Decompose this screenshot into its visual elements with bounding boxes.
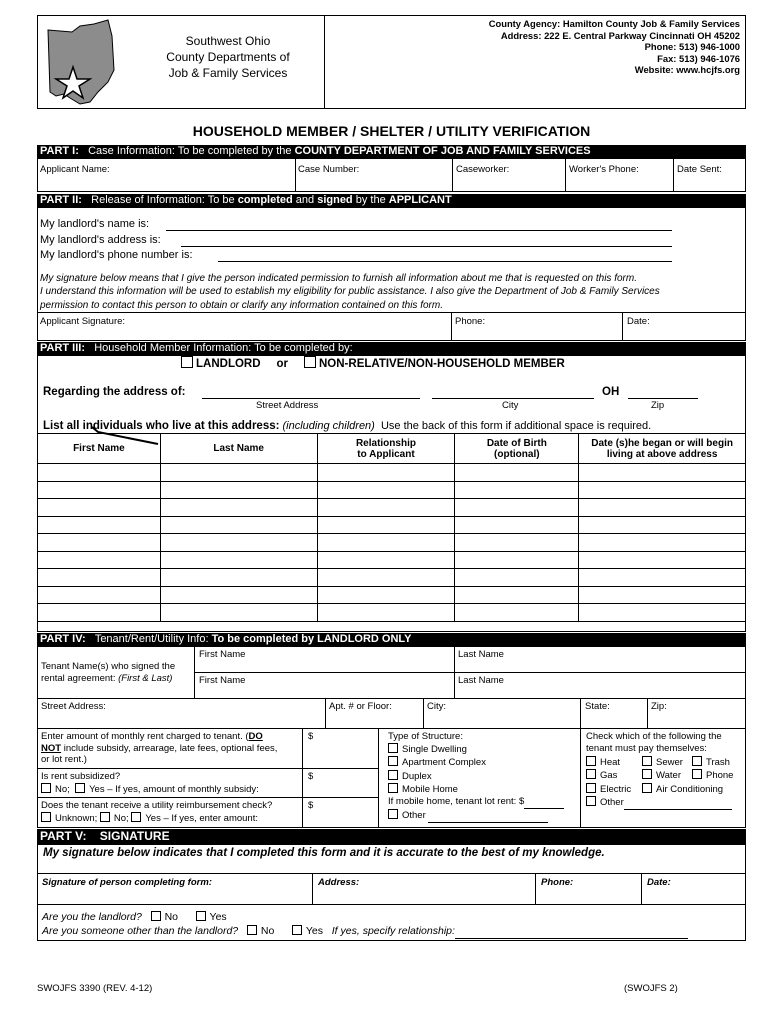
utility-other-checkbox[interactable] [586,796,596,806]
date-sent-field[interactable]: Date Sent: [677,164,722,175]
tenant-apt-field[interactable]: Apt. # or Floor: [329,701,392,712]
part4-bar: PART IV: Tenant/Rent/Utility Info: To be completed by LANDLORD ONLY [37,633,746,646]
trash-checkbox[interactable] [692,756,702,766]
relationship-line[interactable] [455,924,688,939]
part3-bar: PART III: Household Member Information: To be completed by: [37,342,746,355]
tenant-names-label: Tenant Name(s) who signed the rental agreement: (First & Last) [41,661,176,684]
apartment-complex-checkbox[interactable] [388,756,398,766]
ohio-star-logo [46,18,116,106]
tenant1-first-name[interactable]: First Name [199,649,246,660]
table-row [38,569,746,587]
form-code: (SWOJFS 2) [624,983,678,994]
structure-other-checkbox[interactable] [388,809,398,819]
is-landlord-no-checkbox[interactable] [151,911,161,921]
part2-bar: PART II: Release of Information: To be completed and signed by the APPLICANT [37,194,746,207]
landlord-phone-label: My landlord's phone number is: [40,249,193,261]
reimb-dollar[interactable]: $ [308,800,314,811]
col-relationship: Relationship to Applicant [317,434,455,464]
landlord-name-label: My landlord's name is: [40,218,150,230]
subsidized-yes-checkbox[interactable] [75,783,85,793]
sewer-checkbox[interactable] [642,756,652,766]
part1-fields [37,158,746,192]
non-relative-checkbox[interactable] [304,356,316,368]
landlord-questions: Are you the landlord? No Yes Are you someone other than the landlord? No Yes If yes, specify relationship: [42,910,688,939]
state-oh: OH [602,386,620,398]
table-row [38,481,746,499]
part5-bar: PART V: SIGNATURE [37,829,746,844]
table-row [38,551,746,569]
reimb-no-checkbox[interactable] [100,812,110,822]
lot-rent-line[interactable] [524,796,564,809]
completer-address-field[interactable]: Address: [318,877,360,888]
monthly-rent-label: Enter amount of monthly rent charged to tenant. (DO NOT include subsidy, arrearage, late fees, optional fees, or lot rent.) [41,731,278,765]
applicant-phone-field[interactable]: Phone: [455,316,486,327]
completer-signature-field[interactable]: Signature of person completing form: [42,877,212,888]
landlord-address-label: My landlord's address is: [40,234,161,246]
org-name: Southwest Ohio County Departments of Job & Family Services [166,34,290,80]
is-other-yes-checkbox[interactable] [292,925,302,935]
city-caption: City [502,400,519,411]
tenant2-last-name[interactable]: Last Name [458,675,504,686]
zip-caption: Zip [651,400,665,411]
mobile-home-checkbox[interactable] [388,783,398,793]
utilities-section: Check which of the following the tenant must pay themselves: Heat Sewer Trash Gas Water Phone Electric Air Conditioning Other [586,731,733,810]
reimb-yes-checkbox[interactable] [131,812,141,822]
header-box [37,15,746,109]
table-row [38,604,746,622]
is-other-no-checkbox[interactable] [247,925,257,935]
applicant-date-field[interactable]: Date: [627,316,650,327]
worker-phone-field[interactable]: Worker's Phone: [569,164,639,175]
landlord-name-line[interactable] [166,218,672,231]
case-number-field[interactable]: Case Number: [298,164,360,175]
tenant2-first-name[interactable]: First Name [199,675,246,686]
landlord-phone-line[interactable] [218,249,672,262]
zip-line[interactable] [628,386,698,399]
col-first-name: First Name [38,434,161,464]
completer-phone-field[interactable]: Phone: [541,877,574,888]
street-address-line[interactable] [202,386,420,399]
form-id: SWOJFS 3390 (REV. 4-12) [37,983,153,994]
gas-checkbox[interactable] [586,769,596,779]
table-row [38,586,746,604]
is-landlord-yes-checkbox[interactable] [196,911,206,921]
table-row [38,499,746,517]
single-dwelling-checkbox[interactable] [388,743,398,753]
structure-type: Type of Structure: Single Dwelling Apartment Complex Duplex Mobile Home If mobile home, tenant lot rent: $ Other [388,731,564,823]
form-title: HOUSEHOLD MEMBER / SHELTER / UTILITY VERIFICATION [192,123,591,139]
table-row [38,516,746,534]
applicant-name-field[interactable]: Applicant Name: [40,164,110,175]
completer-date-field[interactable]: Date: [647,877,671,888]
household-members-table [37,433,746,622]
heat-checkbox[interactable] [586,756,596,766]
subsidized-question: Is rent subsidized? No; Yes – If yes, amount of monthly subsidy: [41,771,259,795]
list-instructions: List all individuals who live at this address: (including children) Use the back of this form if additional space is required. [43,420,652,432]
col-last-name: Last Name [160,434,317,464]
col-dob: Date of Birth (optional) [455,434,579,464]
tenant-street-field[interactable]: Street Address: [41,701,106,712]
city-line[interactable] [432,386,594,399]
tenant1-last-name[interactable]: Last Name [458,649,504,660]
reimb-unknown-checkbox[interactable] [41,812,51,822]
tenant-city-field[interactable]: City: [427,701,446,712]
table-row [38,534,746,552]
phone-checkbox[interactable] [692,769,702,779]
col-date-began: Date (s)he began or will begin living at above address [579,434,746,464]
caseworker-field[interactable]: Caseworker: [456,164,510,175]
applicant-signature-field[interactable]: Applicant Signature: [40,316,126,327]
air-conditioning-checkbox[interactable] [642,783,652,793]
duplex-checkbox[interactable] [388,770,398,780]
reimbursement-question: Does the tenant receive a utility reimbursement check? Unknown; No; Yes – If yes, enter amount: [41,800,273,824]
structure-other-line[interactable] [428,810,548,823]
tenant-state-field[interactable]: State: [585,701,610,712]
regarding-label: Regarding the address of: [43,386,186,398]
subsidized-no-checkbox[interactable] [41,783,51,793]
subsidy-dollar[interactable]: $ [308,771,314,782]
monthly-rent-dollar[interactable]: $ [308,731,314,742]
part1-bar: PART I: Case Information: To be completed by the COUNTY DEPARTMENT OF JOB AND FAMILY SERVICES [37,145,746,158]
landlord-checkbox[interactable] [181,356,193,368]
water-checkbox[interactable] [642,769,652,779]
utility-other-line[interactable] [624,797,732,810]
landlord-address-line[interactable] [181,234,672,247]
agency-info: County Agency: Hamilton County Job & Family Services Address: 222 E. Central Parkway Cincinnati OH 45202 Phone: 513) 946-1000 Fax: 513) 946-1076 Website: www.hcjfs.org [488,18,740,75]
consent-text: My signature below means that I give the person indicated permission to furnish all information about me that is requested on this form. I understand this information will be used to establish my eligibility for public assistance. I also give the Department of Job & Family Services permission to contact this person to obtain or clarify any information contained on this form. [40,273,660,311]
table-row [38,464,746,482]
tenant-zip-field[interactable]: Zip: [651,701,667,712]
signature-statement: My signature below indicates that I completed this form and it is accurate to the best of my knowledge. [43,847,605,859]
street-address-caption: Street Address [256,400,319,411]
completed-by-options: LANDLORD or NON-RELATIVE/NON-HOUSEHOLD MEMBER [181,356,565,370]
electric-checkbox[interactable] [586,783,596,793]
